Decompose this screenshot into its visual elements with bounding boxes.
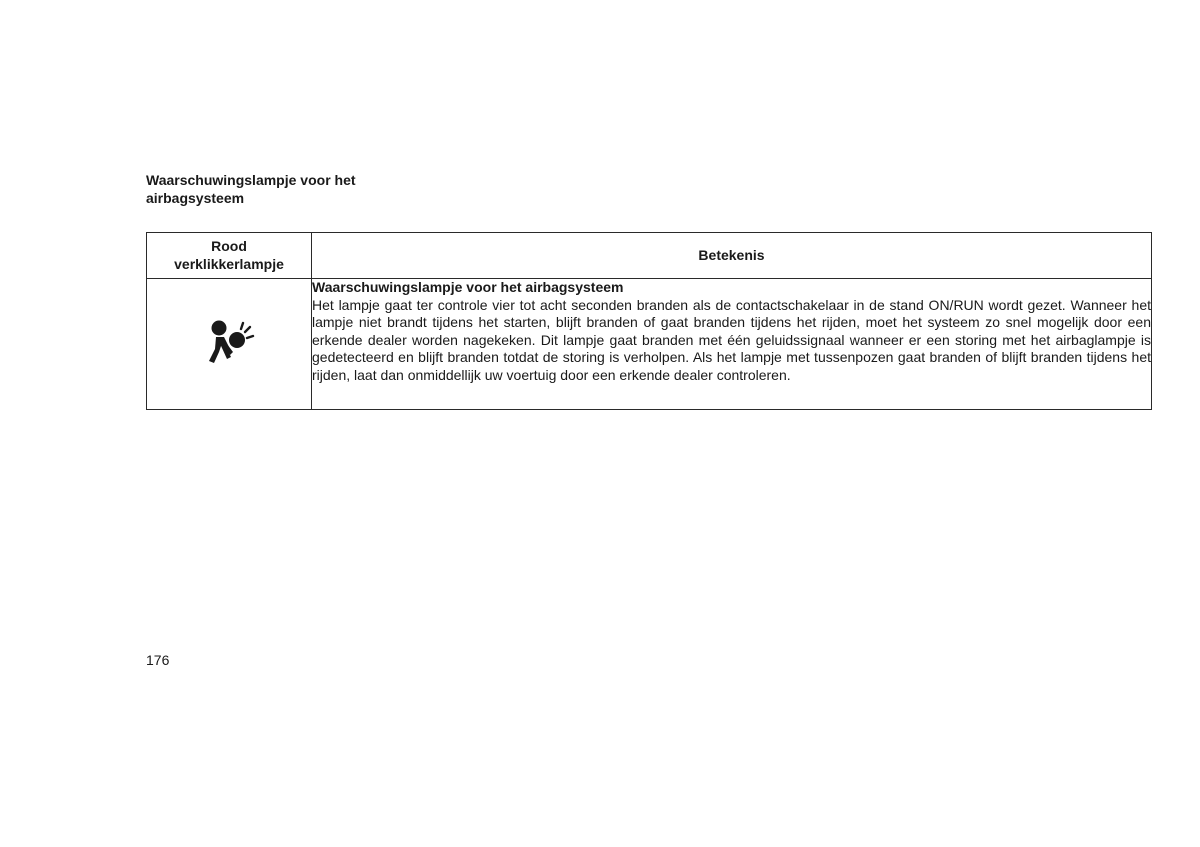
- section-title-line-1: Waarschuwingslampje voor het: [146, 172, 356, 188]
- page-number: 176: [146, 652, 170, 668]
- lamp-icon-cell: [147, 279, 312, 410]
- row-description: Het lampje gaat ter controle vier tot acht seconden branden als de contactschakelaar in de stand ON/RUN wordt gezet. Wanneer het lampje niet brandt tijdens het starten, blijft branden of gaat branden tijdens het rijden, moet het systeem zo snel mogelijk door een erkende dealer worden nagekeken. Dit lampje gaat branden met één geluidssignaal wanneer er een storing met het airbaglampje is gedetecteerd en blijft branden totdat de storing is verholpen. Als het lampje met tussenpozen gaat branden of blijft branden tijdens het rijden, laat dan onmiddellijk uw voertuig door een erkende dealer controleren.: [312, 296, 1151, 383]
- header-lamp-column: [147, 233, 312, 279]
- table-header-row: [147, 233, 1152, 279]
- header-lamp-line-1: Rood: [211, 238, 247, 254]
- header-lamp-line-2: verklikkerlampje: [174, 255, 284, 272]
- section-title: [146, 171, 446, 207]
- airbag-warning-icon: [207, 319, 255, 365]
- lamp-description-cell: [312, 279, 1152, 410]
- header-meaning-column: Betekenis: [312, 233, 1152, 279]
- section-title-line-2: airbagsysteem: [146, 190, 245, 206]
- table-row: [147, 279, 1152, 410]
- warning-lamp-table: [146, 232, 1152, 410]
- row-heading: Waarschuwingslampje voor het airbagsysteem: [312, 279, 624, 295]
